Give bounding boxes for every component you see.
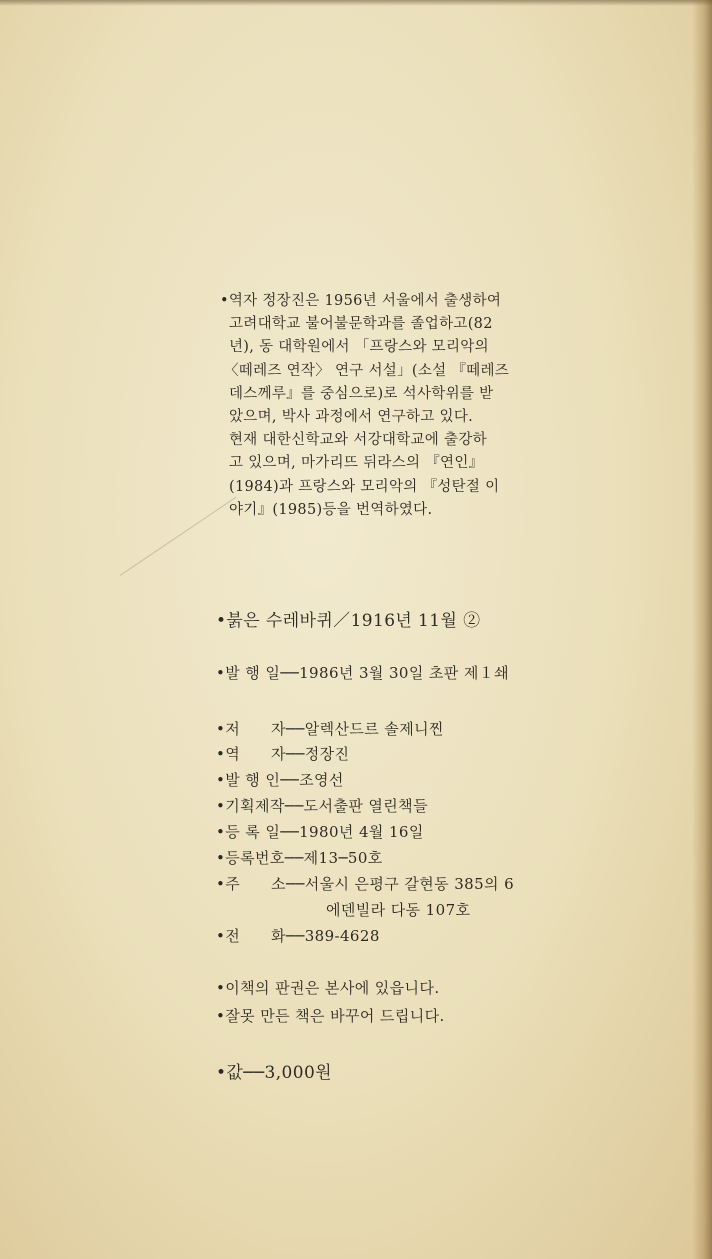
translator-credit: •역 자──정장진 <box>216 745 350 763</box>
bio-line: 현재 대한신학교와 서강대학교에 출강하 <box>229 432 487 449</box>
paper-crease <box>120 497 237 576</box>
bio-line: •역자 정장진은 1956년 서울에서 출생하여 <box>220 293 502 309</box>
address: •주 소──서울시 은평구 갈현동 385의 6 <box>216 875 515 893</box>
bio-line: 고려대학교 불어불문학과를 졸업하고(82 <box>229 316 493 333</box>
bio-line: 〈떼레즈 연작〉 연구 서설」(소설 『떼레즈 <box>224 362 510 379</box>
production-credit: •기획제작──도서출판 열린책들 <box>216 797 428 815</box>
edition-info: •발 행 일──1986년 3월 30일 초판 제１쇄 <box>216 664 510 682</box>
series-title: •붉은 수레바퀴／1916년 11월 ② <box>216 611 481 631</box>
address-line-2: 에덴빌라 다동 107호 <box>326 901 471 919</box>
publisher-credit: •발 행 인──조영선 <box>216 771 344 789</box>
registration-date: •등 록 일──1980년 4월 16일 <box>216 823 424 841</box>
registration-number: •등록번호──제13─50호 <box>216 849 383 867</box>
page-top-shadow <box>0 0 712 6</box>
exchange-notice: •잘못 만든 책은 바꾸어 드립니다. <box>216 1007 445 1025</box>
page-edge-shadow <box>692 0 712 1259</box>
bio-line: 년), 동 대학원에서 「프랑스와 모리악의 <box>229 339 489 356</box>
translator-bio <box>220 290 550 522</box>
bio-line: 았으며, 박사 과정에서 연구하고 있다. <box>229 409 474 426</box>
copyright-notice: •이책의 판권은 본사에 있읍니다. <box>216 979 440 997</box>
price: •값──3,000원 <box>216 1063 333 1083</box>
phone-number: •전 화──389-4628 <box>216 927 380 945</box>
bio-line: 야기』(1985)등을 번역하였다. <box>229 501 433 518</box>
bio-line: 데스께루』를 중심으로)로 석사학위를 받 <box>229 385 494 402</box>
bio-line: 고 있으며, 마가리뜨 뒤라스의 『연인』 <box>229 455 484 472</box>
bio-line: (1984)과 프랑스와 모리악의 『성탄절 이 <box>229 478 500 495</box>
author-credit: •저 자──알렉산드르 솔제니찐 <box>216 720 444 738</box>
